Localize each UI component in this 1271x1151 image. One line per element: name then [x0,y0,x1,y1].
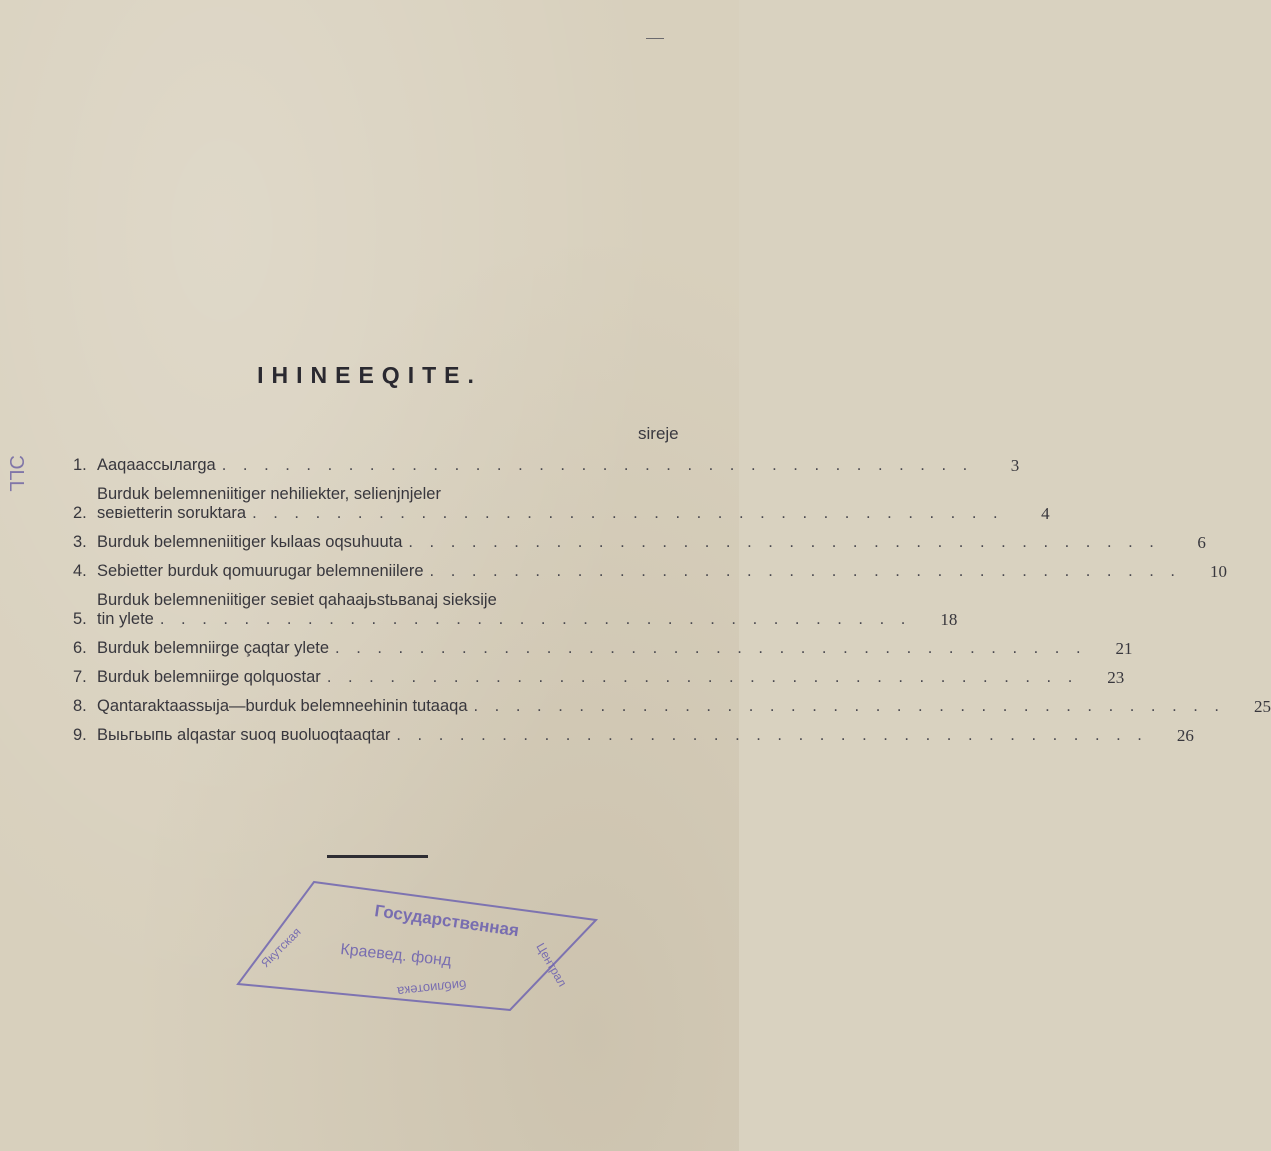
stamp-line1: Государственная [373,901,521,941]
page-title: IHINEEQITE. [257,362,482,388]
toc-entry-body [97,639,1133,658]
toc-entry-body [97,533,1206,552]
toc-entry-number: 9. [73,726,87,744]
toc-entry-title-line: Burduk belemniirge qolquostar [97,668,321,686]
toc-entry-number: 4. [73,562,87,580]
toc-entry-body [97,562,1227,581]
dot-leader: . . . . . . . . . . . . . . . . . . . . . . . . . . . . . . . . . . . . [473,697,1225,715]
toc-entry [73,562,1228,581]
toc-entry-title-line: Qantaraktaassыja—burduk belemneehinin tutaaqa [97,697,468,715]
dot-leader: . . . . . . . . . . . . . . . . . . . . . . . . . . . . . . . . . . . . [221,456,974,474]
toc-entry-title-line: Burduk belemniirge çaqtar ylete [97,639,330,657]
toc-entry-title-line: Aaqaaccылarga [97,456,216,474]
toc-entry-page: 10 [1210,562,1228,581]
margin-pencil-mark: ƆLL [5,455,27,492]
table-of-contents [73,456,1271,755]
toc-entry-body [97,668,1124,687]
toc-entry-number: 7. [73,668,87,686]
stamp-left-text: Якутская [258,924,304,971]
toc-entry-page: 18 [940,610,958,629]
toc-entry-title-line: Sebietter burduk qomuurugar belemneniilere [97,562,424,580]
toc-entry-title-line: Burduk belemneniitiger nehiliekter, selienjnjeler [97,485,441,503]
toc-entry-number: 3. [73,533,87,551]
dot-leader: . . . . . . . . . . . . . . . . . . . . . . . . . . . . . . . . . . . . [252,504,1004,522]
toc-entry [73,533,1206,552]
divider-rule [327,855,428,858]
dot-leader: . . . . . . . . . . . . . . . . . . . . . . . . . . . . . . . . . . . . [396,726,1148,744]
top-dash-mark [646,38,664,39]
toc-entry [73,456,1020,475]
toc-entry-title-line: Burduk belemneniitiger seвiet qahaajьstьвanaj sieksije [97,591,497,609]
toc-entry-number: 5. [73,610,87,628]
stamp-graphic [236,876,616,1026]
toc-entry-body [97,726,1194,745]
toc-entry-number: 6. [73,639,87,657]
toc-entry-title-line: Выьгьыпь alqastar suoq вuoluoqtaaqtar [97,726,391,744]
toc-entry [73,639,1133,658]
dot-leader: . . . . . . . . . . . . . . . . . . . . . . . . . . . . . . . . . . . . [159,610,912,628]
page-column-header: sireje [638,424,679,443]
stamp-line2: Краевед. фонд [339,941,453,970]
toc-entry-body [97,591,957,629]
dot-leader: . . . . . . . . . . . . . . . . . . . . . . . . . . . . . . . . . . . . [408,533,1160,551]
dot-leader: . . . . . . . . . . . . . . . . . . . . . . . . . . . . . . . . . . . . [326,668,1079,686]
toc-entry-body [97,485,1050,523]
toc-entry-page: 26 [1176,726,1194,745]
toc-entry [73,668,1125,687]
toc-entry-number: 1. [73,456,87,474]
toc-entry-page: 25 [1254,697,1271,716]
toc-entry-body [97,697,1271,716]
toc-entry-number: 2. [73,504,87,522]
library-stamp [236,876,616,1026]
toc-entry-page: 23 [1107,668,1125,687]
toc-entry-page: 3 [1010,456,1020,475]
toc-entry-title-line: seвietterin soruktara [97,504,247,522]
toc-entry [73,591,958,629]
toc-entry-page: 21 [1115,639,1133,658]
toc-entry-number: 8. [73,697,87,715]
toc-entry-title-line: Burduk belemneniitiger kыlaas oqsuhuuta [97,533,403,551]
toc-entry [73,485,1050,523]
toc-entry-page: 4 [1041,504,1050,523]
toc-entry-page: 6 [1197,533,1206,552]
toc-entry [73,726,1194,745]
toc-entry-body [97,456,1019,475]
toc-entry-title-line: tin ylete [97,610,154,628]
dot-leader: . . . . . . . . . . . . . . . . . . . . . . . . . . . . . . . . . . . . [429,562,1182,580]
toc-entry [73,697,1271,716]
dot-leader: . . . . . . . . . . . . . . . . . . . . . . . . . . . . . . . . . . . . [335,639,1087,657]
stamp-mirrored-text: библиотека [396,977,468,1000]
stamp-right-text: Централ [533,940,570,990]
